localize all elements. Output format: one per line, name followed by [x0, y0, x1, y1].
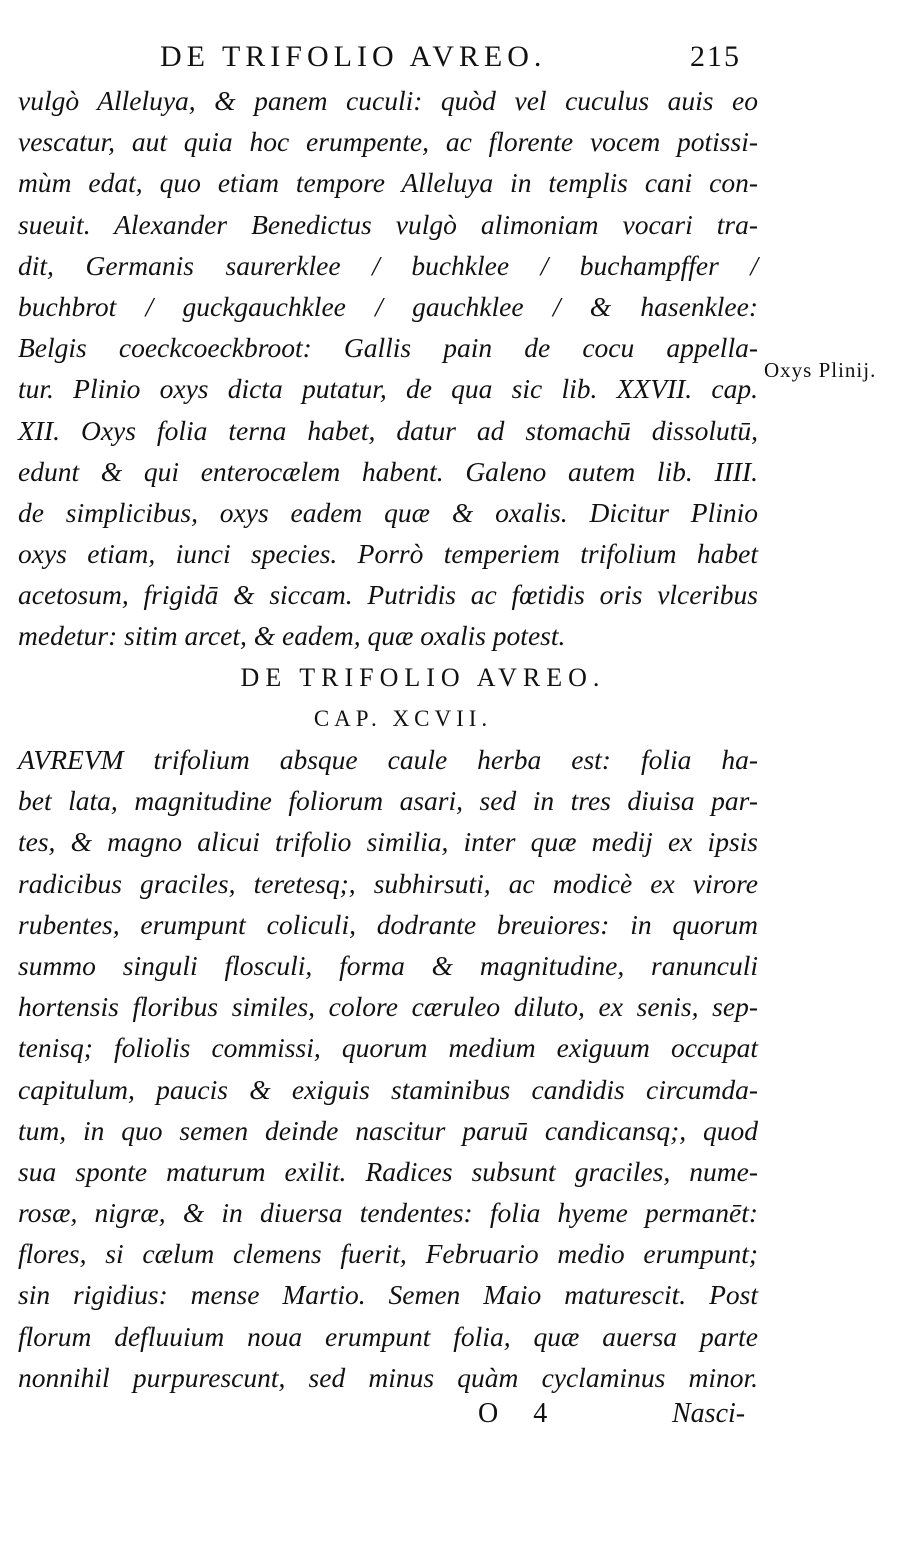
text-line: Belgis coeckcoeckbroot: Gallis pain de cocu appella- [18, 332, 758, 364]
text-line: hortensis floribus similes, colore cæruleo diluto, ex senis, sep- [18, 991, 758, 1023]
text-line: XII. Oxys folia terna habet, datur ad stomachū dissolutū, [18, 414, 758, 446]
chapter-heading: DE TRIFOLIO AVREO. [240, 662, 606, 692]
text-line: flores, si cælum clemens fuerit, Februario medio erumpunt; [18, 1238, 758, 1270]
catchword: Nasci- [672, 1398, 746, 1429]
page-number: 215 [690, 40, 741, 73]
text-line: acetosum, frigidā & siccam. Putridis ac fœtidis oris vlceribus [18, 579, 758, 611]
text-line: bet lata, magnitudine foliorum asari, sed in tres diuisa par- [18, 785, 758, 817]
text-line: florum defluuium noua erumpunt folia, quæ auersa parte [18, 1320, 758, 1352]
running-title: DE TRIFOLIO AVREO. [160, 40, 547, 73]
text-line: radicibus graciles, teretesq;, subhirsuti, ac modicè ex virore [18, 867, 758, 899]
text-line: edunt & qui enterocælem habent. Galeno autem lib. IIII. [18, 455, 758, 487]
margin-note: Oxys Plinij. [764, 358, 877, 382]
text-line: tes, & magno alicui trifolio similia, inter quæ medij ex ipsis [18, 826, 758, 858]
text-line: rubentes, erumpunt coliculi, dodrante breuiores: in quorum [18, 908, 758, 940]
body-text [18, 80, 758, 1398]
text-line: tur. Plinio oxys dicta putatur, de qua sic lib. XXVII. cap. [18, 373, 758, 405]
text-line: medetur: sitim arcet, & eadem, quæ oxalis potest. [18, 620, 566, 652]
page-footer [0, 1398, 900, 1448]
text-line: tenisq; foliolis commissi, quorum medium exiguum occupat [18, 1032, 758, 1064]
text-line: vulgò Alleluya, & panem cuculi: quòd vel cuculus auis eo [18, 85, 758, 116]
text-line: nonnihil purpurescunt, sed minus quàm cyclaminus minor. [18, 1361, 758, 1393]
text-line: buchbrot / guckgauchklee / gauchklee / & hasenklee: [18, 290, 758, 322]
text-line: sua sponte maturum exilit. Radices subsunt graciles, nume- [18, 1155, 758, 1187]
chapter-number: CAP. XCVII. [313, 705, 493, 731]
text-line: dit, Germanis saurerklee / buchklee / buchampffer / [18, 249, 758, 281]
text-line: de simplicibus, oxys eadem quæ & oxalis. Dicitur Plinio [18, 496, 758, 528]
signature-mark: O 4 [478, 1398, 562, 1429]
text-line: mùm edat, quo etiam tempore Alleluya in templis cani con- [18, 167, 758, 199]
text-line: capitulum, paucis & exiguis staminibus candidis circumda- [18, 1073, 758, 1105]
text-line: sueuit. Alexander Benedictus vulgò alimoniam vocari tra- [18, 208, 758, 240]
text-line: oxys etiam, iunci species. Porrò temperiem trifolium habet [18, 538, 758, 570]
text-line: rosæ, nigræ, & in diuersa tendentes: folia hyeme permanēt: [18, 1197, 758, 1229]
text-line: tum, in quo semen deinde nascitur paruū candicansq;, quod [18, 1114, 758, 1146]
text-line: AVREVM trifolium absque caule herba est: folia ha- [18, 744, 758, 775]
text-line: vescatur, aut quia hoc erumpente, ac florente vocem potissi- [18, 126, 758, 158]
text-line: sin rigidius: mense Martio. Semen Maio maturescit. Post [18, 1279, 758, 1311]
text-line: summo singuli flosculi, forma & magnitudine, ranunculi [18, 949, 758, 981]
